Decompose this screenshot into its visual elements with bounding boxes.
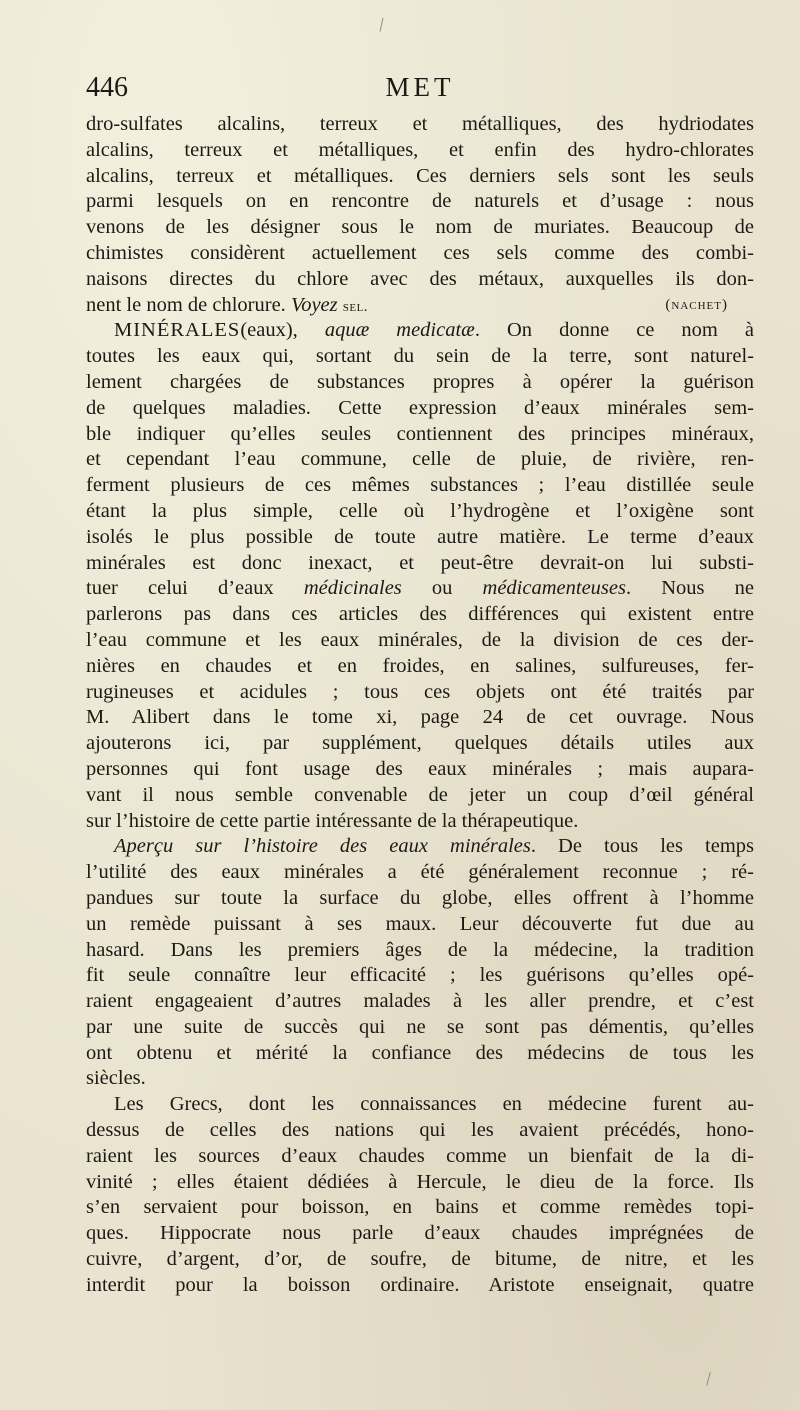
- text-line: et cependant l’eau commune, celle de pluie, de rivière, ren-: [86, 448, 754, 471]
- text-line: M. Alibert dans le tome xi, page 24 de cet ouvrage. Nous: [86, 706, 754, 729]
- cross-reference-target: sel.: [342, 298, 369, 315]
- text-line: personnes qui font usage des eaux minérales ; mais aupara-: [86, 757, 754, 780]
- ink-mark: [380, 18, 387, 33]
- text-line: ble indiquer qu’elles seules contiennent des principes minéraux,: [86, 422, 754, 445]
- text-line: l’eau commune et les eaux minérales, de la division de ces der-: [86, 628, 754, 651]
- text-line: vant il nous semble convenable de jeter un coup d’œil général: [86, 783, 754, 806]
- text-line: pandues sur toute la surface du globe, elles offrent à l’homme: [86, 886, 754, 909]
- italic-term: médicinales: [303, 577, 402, 600]
- text-line: ajouterons ici, par supplément, quelques détails utiles aux: [86, 732, 754, 755]
- text-line: [86, 576, 754, 602]
- text-run: . On donne ce nom à: [474, 319, 754, 342]
- text-line: hasard. Dans les premiers âges de la médecine, la tradition: [86, 938, 754, 961]
- section-heading: Aperçu sur l’histoire des eaux minérales: [114, 835, 531, 858]
- text-line: ont obtenu et mérité la confiance des médecins de tous les: [86, 1041, 754, 1064]
- text-line: vinité ; elles étaient dédiées à Hercule, le dieu de la force. Ils: [86, 1170, 754, 1193]
- paragraph-minerales: [86, 318, 754, 834]
- text-line: [86, 834, 754, 860]
- text-line: cuivre, d’argent, d’or, de soufre, de bitume, de nitre, et les: [86, 1248, 754, 1271]
- text-line: rugineuses et acidules ; tous ces objets ont été traités par: [86, 680, 754, 703]
- italic-term: médicamenteuses: [482, 577, 626, 600]
- page-number: 446: [86, 72, 128, 103]
- text-line: l’utilité des eaux minérales a été généralement reconnue ; ré-: [86, 861, 754, 884]
- text-run: tuer celui d’eaux: [86, 577, 304, 600]
- text-run: . Nous ne: [625, 577, 754, 600]
- cross-reference: Voyez: [290, 293, 338, 316]
- text-line: lement chargées de substances propres à opérer la guérison: [86, 370, 754, 393]
- text-line: fit seule connaître leur efficacité ; les guérisons qu’elles opé-: [86, 964, 754, 987]
- text-line: étant la plus simple, celle où l’hydrogène et l’oxigène sont: [86, 499, 754, 522]
- text-line: ferment plusieurs de ces mêmes substances ; l’eau distillée seule: [86, 474, 754, 497]
- text-line: raient engageaient d’autres malades à les aller prendre, et c’est: [86, 990, 754, 1013]
- text-run: (eaux),: [240, 319, 325, 342]
- body-text: [86, 112, 754, 1299]
- text-line: naisons directes du chlore avec des métaux, auxquelles ils don-: [86, 267, 754, 290]
- text-run: ou: [401, 577, 483, 600]
- text-line: chimistes considèrent actuellement ces sels comme des combi-: [86, 241, 754, 264]
- text-line: dro-sulfates alcalins, terreux et métalliques, des hydriodates: [86, 113, 754, 135]
- text-line: de quelques maladies. Cette expression d’eaux minérales sem-: [86, 396, 754, 419]
- latin-term: aquæ medicatæ: [324, 319, 475, 342]
- text-line: sur l’histoire de cette partie intéressante de la thérapeutique.: [86, 809, 579, 832]
- ink-mark: [706, 1372, 713, 1386]
- text-line: minérales est donc inexact, et peut-être devrait-on lui substi-: [86, 551, 754, 574]
- text-line: venons de les désigner sous le nom de muriates. Beaucoup de: [86, 216, 754, 239]
- text-line: parmi lesquels on en rencontre de naturels et d’usage : nous: [86, 190, 754, 213]
- page-header: [86, 72, 754, 112]
- text-line: [86, 318, 754, 344]
- text-line: s’en servaient pour boisson, en bains et comme remèdes topi-: [86, 1196, 754, 1219]
- text-line: ques. Hippocrate nous parle d’eaux chaudes imprégnées de: [86, 1222, 754, 1245]
- text-line: toutes les eaux qui, sortant du sein de la terre, sont naturel-: [86, 345, 754, 368]
- paragraph-muriates: [86, 112, 754, 318]
- text-line: parlerons pas dans ces articles des différences qui existent entre: [86, 603, 754, 626]
- text-line: nières en chaudes et en froides, en salines, sulfureuses, fer-: [86, 654, 754, 677]
- text-line: dessus de celles des nations qui les avaient précédés, hono-: [86, 1119, 754, 1142]
- paragraph-history: [86, 834, 754, 1092]
- text-line: [86, 293, 754, 319]
- paragraph-greeks: [86, 1092, 754, 1298]
- running-head: MET: [385, 72, 455, 102]
- text-line: raient les sources d’eaux chaudes comme un bienfait de la di-: [86, 1144, 754, 1167]
- text-line: par une suite de succès qui ne se sont pas démentis, qu’elles: [86, 1015, 754, 1038]
- text-line: un remède puissant à ses maux. Leur découverte fut due au: [86, 912, 754, 935]
- text-line: Les Grecs, dont les connaissances en médecine furent au-: [114, 1093, 754, 1116]
- text-line: interdit pour la boisson ordinaire. Aristote enseignait, quatre: [86, 1273, 754, 1296]
- text-line: alcalins, terreux et métalliques. Ces derniers sels sont les seuls: [86, 164, 754, 187]
- author-signature: (nachet): [665, 296, 728, 313]
- text-run: nent le nom de chlorure.: [86, 293, 291, 316]
- text-line: alcalins, terreux et métalliques, et enfin des hydro-chlorates: [86, 138, 754, 161]
- text-run: . De tous les temps: [530, 835, 754, 858]
- entry-headword: MINÉRALES: [114, 319, 241, 342]
- text-line: siècles.: [86, 1067, 146, 1090]
- text-line: isolés le plus possible de toute autre matière. Le terme d’eaux: [86, 525, 754, 548]
